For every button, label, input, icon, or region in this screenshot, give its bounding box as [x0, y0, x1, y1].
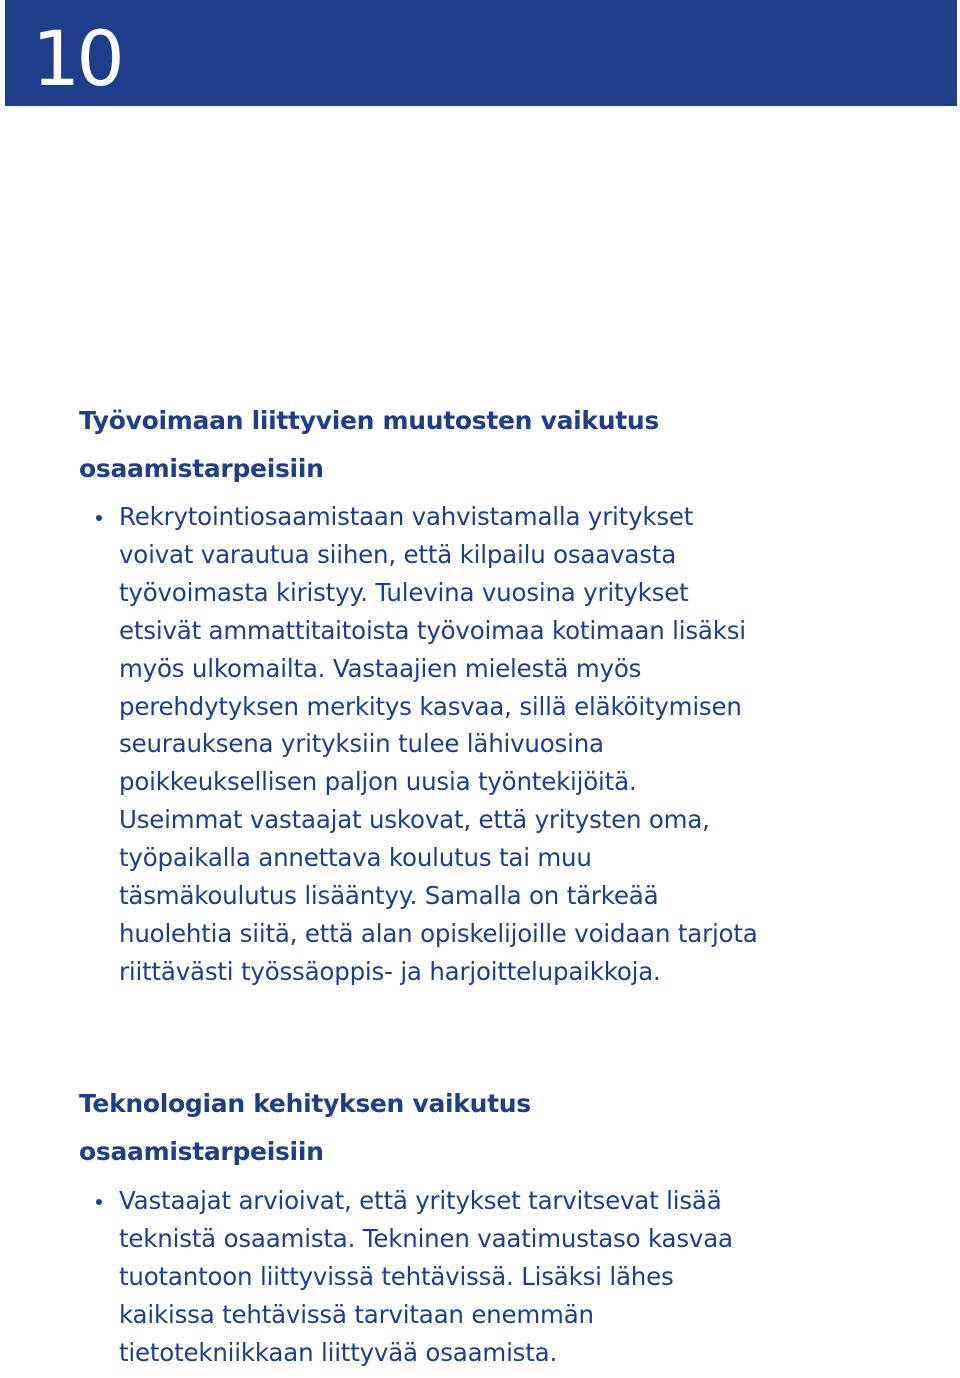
section-workforce-changes [79, 397, 779, 991]
bullet-list [79, 498, 779, 991]
section-heading [79, 397, 779, 493]
bullet-dot-icon [96, 1199, 102, 1205]
bullet-text: Rekrytointiosaamistaan vahvistamalla yritykset voivat varautua siihen, että kilpailu osaavasta työvoimasta kiristyy. Tulevina vuosina yritykset etsivät ammattitaitoista työvoimaa kotimaan lisäksi myös ulkomailta. Vastaajien mielestä myös perehdytyksen merkitys kasvaa, sillä eläköitymisen seurauksena yrityksiin tulee lähivuosina poikkeuksellisen paljon uusia työntekijöitä. Useimmat vastaajat uskovat, että yritysten oma, työpaikalla annettava koulutus tai muu täsmäkoulutus lisääntyy. Samalla on tärkeää huolehtia siitä, että alan opiskelijoille voidaan tarjota riittävästi työssäoppis- ja harjoittelupaikkoja. [119, 502, 758, 986]
bullet-list [79, 1182, 779, 1372]
header-band [5, 0, 957, 106]
section-heading-line: Teknologian kehityksen vaikutus [79, 1089, 531, 1118]
section-heading-line: osaamistarpeisiin [79, 454, 324, 483]
section-technology-development [79, 1080, 779, 1372]
section-heading-line: Työvoimaan liittyvien muutosten vaikutus [79, 406, 659, 435]
section-heading-line: osaamistarpeisiin [79, 1137, 324, 1166]
page-number: 10 [32, 14, 121, 103]
section-heading [79, 1080, 779, 1176]
bullet-dot-icon [96, 515, 102, 521]
bullet-item [79, 1182, 759, 1372]
bullet-text: Vastaajat arvioivat, että yritykset tarvitsevat lisää teknistä osaamista. Tekninen vaatimustaso kasvaa tuotantoon liittyvissä tehtävissä. Lisäksi lähes kaikissa tehtävissä tarvitaan enemmän tietotekniikkaan liittyvää osaamista. [119, 1186, 733, 1367]
bullet-item [79, 498, 759, 991]
